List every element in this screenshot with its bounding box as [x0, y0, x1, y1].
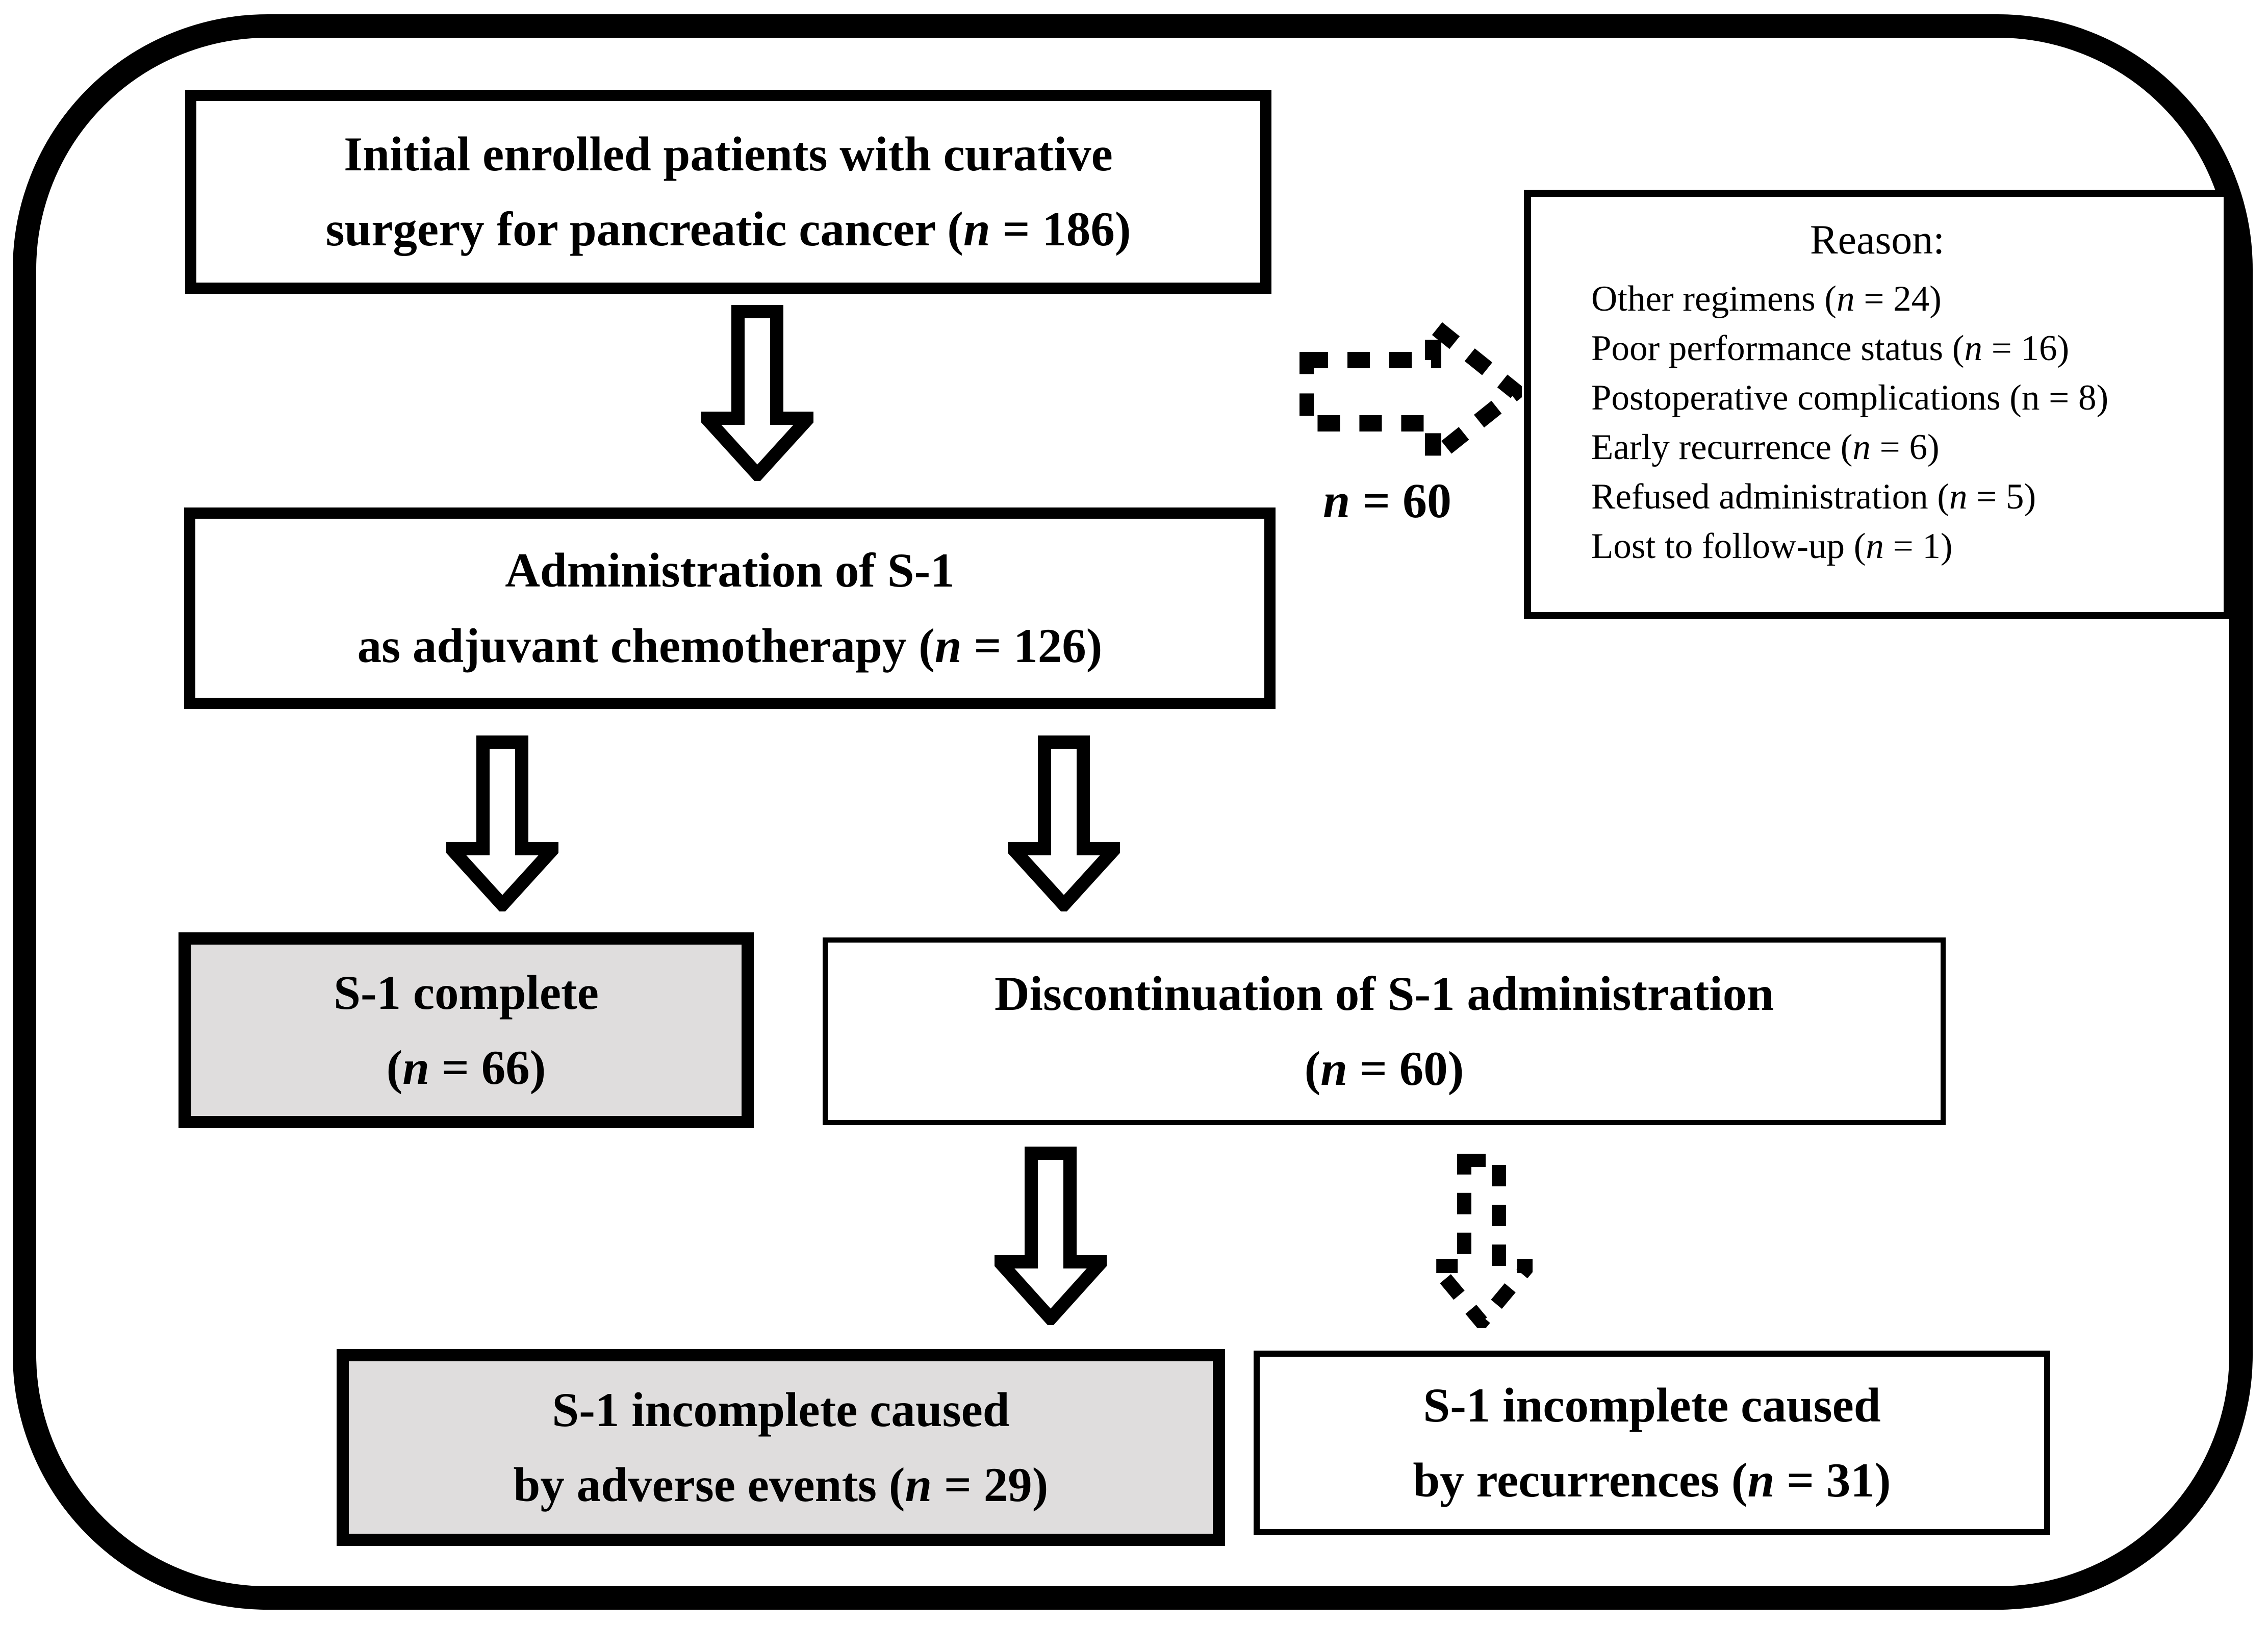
reason-item: Other regimens (n = 24): [1591, 279, 1942, 319]
box-incomplete-recurrence-line2: by recurrences (n = 31): [1413, 1453, 1891, 1507]
reason-item: Refused administration (n = 5): [1591, 477, 2036, 517]
box-discontinuation-line2: (n = 60): [1304, 1042, 1464, 1096]
reason-item: Postoperative complications (n = 8): [1591, 378, 2109, 418]
box-discontinuation: [823, 937, 1946, 1125]
box-discontinuation-line1: Discontinuation of S-1 administration: [994, 966, 1774, 1021]
arrow-initial-to-administration: [701, 305, 813, 481]
arrow-administration-to-discontinuation: [1008, 735, 1120, 911]
box-incomplete-recurrence-line1: S-1 incomplete caused: [1423, 1378, 1881, 1432]
box-s1-complete: [179, 932, 754, 1128]
arrow-discontinuation-to-adverse: [995, 1147, 1107, 1325]
dashed-down-arrow-icon: [1431, 1154, 1533, 1328]
label-excluded-n: n = 60: [1322, 473, 1452, 528]
down-arrow-icon: [446, 735, 558, 911]
box-initial-line1: Initial enrolled patients with curative: [344, 126, 1113, 181]
box-incomplete-adverse-line2: by adverse events (n = 29): [513, 1458, 1049, 1512]
box-administration: [184, 507, 1276, 709]
box-incomplete-recurrence: [1254, 1351, 2050, 1535]
down-arrow-icon: [701, 305, 813, 481]
reason-item: Lost to follow-up (n = 1): [1591, 526, 1953, 566]
box-incomplete-adverse-line1: S-1 incomplete caused: [552, 1382, 1010, 1437]
reason-item: Early recurrence (n = 6): [1591, 427, 1940, 467]
box-s1-complete-line2: (n = 66): [386, 1040, 546, 1095]
box-initial-line2: surgery for pancreatic cancer (n = 186): [325, 202, 1131, 256]
box-administration-line2: as adjuvant chemotherapy (n = 126): [357, 618, 1103, 673]
dashed-right-arrow-icon: [1299, 317, 1522, 466]
box-reason: [1524, 190, 2231, 619]
down-arrow-icon: [1008, 735, 1120, 911]
box-initial-enrolled: [185, 90, 1271, 294]
reason-title: Reason:: [1810, 216, 1945, 263]
arrow-excluded-to-reason: [1299, 317, 1522, 466]
box-administration-line1: Administration of S-1: [505, 543, 955, 598]
box-s1-complete-line1: S-1 complete: [334, 965, 599, 1020]
down-arrow-icon: [995, 1147, 1107, 1325]
reason-item: Poor performance status (n = 16): [1591, 328, 2070, 368]
box-incomplete-adverse: [337, 1349, 1225, 1546]
arrow-discontinuation-to-recurrence: [1431, 1154, 1533, 1328]
arrow-administration-to-complete: [446, 735, 558, 911]
